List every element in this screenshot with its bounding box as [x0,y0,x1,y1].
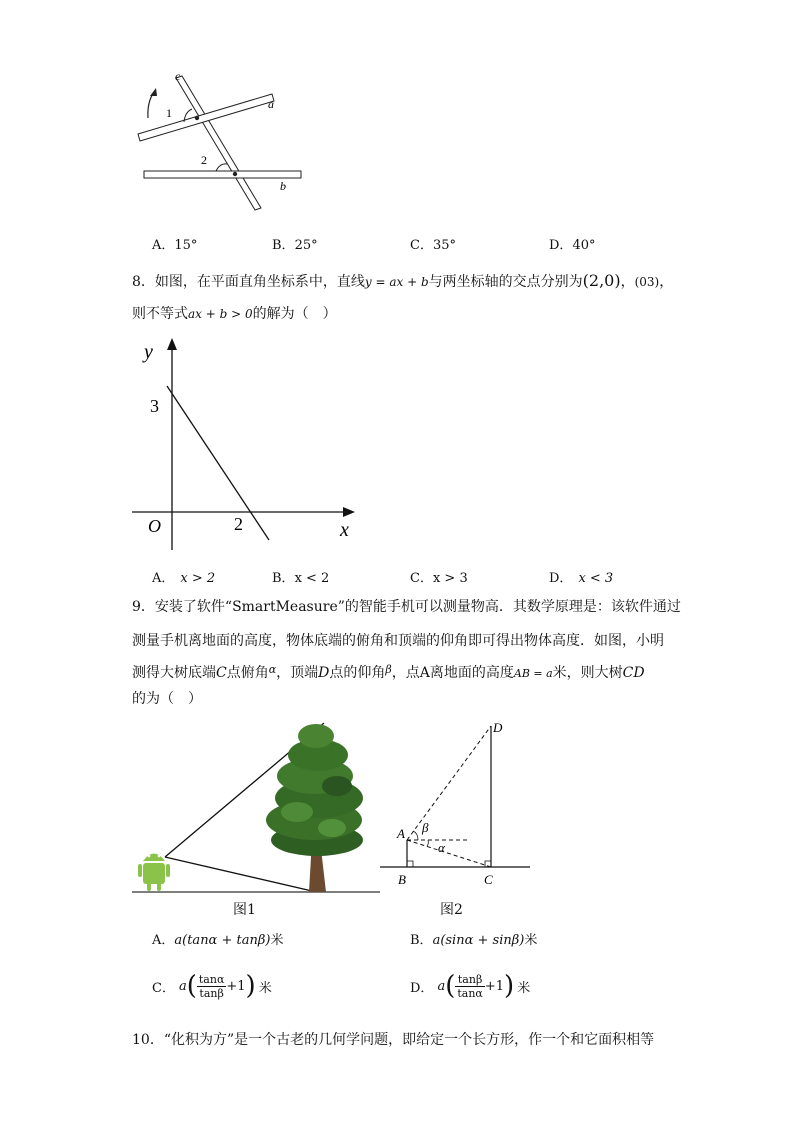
q9-t-c: C [216,665,227,681]
q9-option-d-rparen: ) [504,971,515,1001]
q8-text-2: 与两坐标轴的交点分别为 [428,274,583,290]
q8-y-intercept-label: 3 [150,396,159,416]
q7-option-c[interactable] [410,234,456,253]
q7-line-b [144,171,301,178]
q9-fig2-label-beta: β [422,820,429,835]
q9-t-ab: AB = a [513,667,553,680]
q9-figure-1 [132,720,382,896]
q8-option-b-text: x < 2 [294,571,330,586]
q9-t-cd: CD [622,665,645,681]
q9-option-d[interactable] [410,966,530,1006]
q7-label-a: a [268,97,274,111]
q8-sep: ， [620,274,635,290]
q8-option-d-letter: D． [549,571,573,586]
q7-option-b-letter: B． [272,238,295,253]
q8-option-d[interactable] [549,567,613,586]
q9-fig2-label-A: A [397,826,405,841]
q9-option-d-fraction [455,973,485,1000]
q7-option-d-letter: D． [549,238,573,253]
q9-t5: ，点A离地面的高度 [391,665,514,681]
q9-option-d-a: a [437,978,446,994]
q8-option-d-text: x < 3 [578,571,614,586]
q7-option-d-text: 40° [572,238,596,253]
q9-option-a-unit: 米 [270,933,284,948]
q9-option-b-unit: 米 [524,933,538,948]
q9-t4: 点的仰角 [329,665,386,681]
q8-y-label: y [144,341,153,363]
q8-point-1: (2,0) [582,271,621,290]
q9-option-c-fraction [197,973,227,1000]
q9-stem-line2: 测量手机离地面的高度，物体底端的俯角和顶端的仰角即可得出物体高度．如图，小明 [132,633,664,649]
q9-fig2-alpha-arc [427,840,428,846]
q7-figure [130,68,320,218]
q9-fig2-line-AC [407,840,491,867]
q7-option-c-letter: C． [410,238,433,253]
q8-option-b-letter: B． [272,571,295,586]
q9-option-d-den: tanα [457,986,483,1000]
q9-option-c-lparen: ( [186,971,197,1001]
q8-y-arrow-icon [167,338,177,350]
q8-option-c-letter: C． [410,571,433,586]
q9-t-D: D [318,665,330,681]
q9-fig2-label-B: B [398,872,406,887]
q9-option-a-expr: a(tanα + tanβ) [174,933,271,948]
q9-fig1-sight-bottom [165,857,312,891]
q8-origin-label: O [148,516,161,536]
q7-line-a [138,94,274,141]
q9-option-c-rparen: ) [245,971,256,1001]
q9-t2: 点俯角 [226,665,269,681]
q9-fig2-label-D: D [493,720,503,735]
q9-stem-line3 [132,660,645,684]
q8-option-a[interactable] [152,567,215,586]
q9-tree-icon [266,724,363,856]
q8-end: ， [659,274,674,290]
q8-text-3: 则不等式 [132,306,188,322]
q9-option-b[interactable] [410,929,537,948]
q9-option-a-letter: A． [152,933,175,948]
q9-fig2-beta-arc [413,831,418,840]
q8-point-2: (03) [634,275,660,289]
q9-fig1-caption: 图1 [233,902,256,918]
q9-figure-2 [378,714,533,890]
q9-option-c-a: a [178,978,187,994]
q8-option-a-text: x > 2 [180,571,216,586]
q8-stem-line1 [132,271,673,292]
q7-option-a-letter: A． [152,238,175,253]
q7-option-b[interactable] [272,234,318,253]
q9-option-d-unit: 米 [517,980,531,996]
q8-inequality: ax + b > 0 [188,307,253,321]
q9-fig2-right-angle-B [407,861,413,867]
q8-x-intercept-label: 2 [234,514,243,534]
q8-text-1: 8．如图，在平面直角坐标系中，直线 [132,274,365,290]
q9-fig2-label-alpha: α [438,840,445,855]
q9-option-d-plus: +1 [484,978,505,994]
q9-fig2-line-AD [407,726,491,840]
q8-graph [130,336,360,556]
q9-option-c-letter: C． [152,980,175,996]
q9-fig2-caption: 图2 [440,902,463,918]
q9-option-c-plus: +1 [226,978,246,994]
q7-point-1 [195,116,199,120]
q9-option-d-letter: D． [410,980,434,996]
q8-line [167,386,269,540]
q9-option-c-unit: 米 [258,980,272,996]
q7-point-2 [233,172,237,176]
q7-option-d[interactable] [549,234,595,253]
q7-option-b-text: 25° [294,238,318,253]
q9-option-d-lparen: ( [445,971,456,1001]
q9-option-a[interactable] [152,929,283,948]
q8-option-a-letter: A． [152,571,175,586]
q7-label-c: c [175,69,181,83]
q7-option-a-text: 15° [174,238,198,253]
q7-label-1: 1 [166,106,172,120]
q8-x-arrow-icon [343,507,355,517]
q8-option-c-text: x > 3 [432,571,468,586]
q7-label-2: 2 [201,153,207,167]
q9-t1: 测得大树底端 [132,665,216,681]
q9-option-d-num: tanβ [455,973,485,987]
q9-option-c[interactable] [152,966,272,1006]
q8-option-b[interactable] [272,567,329,586]
q9-option-b-expr: a(sinα + sinβ) [432,933,525,948]
q8-text-4: 的解为（ ） [252,306,337,322]
q8-equation: y = ax + b [364,275,429,289]
q7-arrow-head-icon [150,88,157,96]
q7-option-c-text: 35° [432,238,456,253]
q7-line-c [176,76,261,210]
q9-fig2-label-C: C [484,872,493,887]
q8-option-c[interactable] [410,567,468,586]
q9-stem-line4: 的为（ ） [132,691,202,707]
q7-option-a[interactable] [152,234,197,253]
q8-stem-line2 [132,304,337,324]
q9-option-b-letter: B． [410,933,433,948]
q9-option-c-num: tanα [198,972,225,986]
q10-stem-line1: 10．“化积为方”是一个古老的几何学问题，即给定一个长方形，作一个和它面积相等 [132,1032,655,1048]
q9-t3: ，顶端 [276,665,319,681]
q9-t-beta: β [385,663,392,676]
q9-stem-line1: 9．安装了软件“SmartMeasure”的智能手机可以测量物高．其数学原理是：该软件通过 [132,599,681,615]
q9-option-c-den: tanβ [199,986,224,1000]
q7-angle-2-arc [216,164,227,171]
q9-t6: 米，则大树 [552,665,623,681]
q9-t-alpha: α [268,663,277,676]
q8-x-label: x [340,519,349,541]
android-phone-icon [138,854,170,892]
q7-label-b: b [280,179,286,193]
